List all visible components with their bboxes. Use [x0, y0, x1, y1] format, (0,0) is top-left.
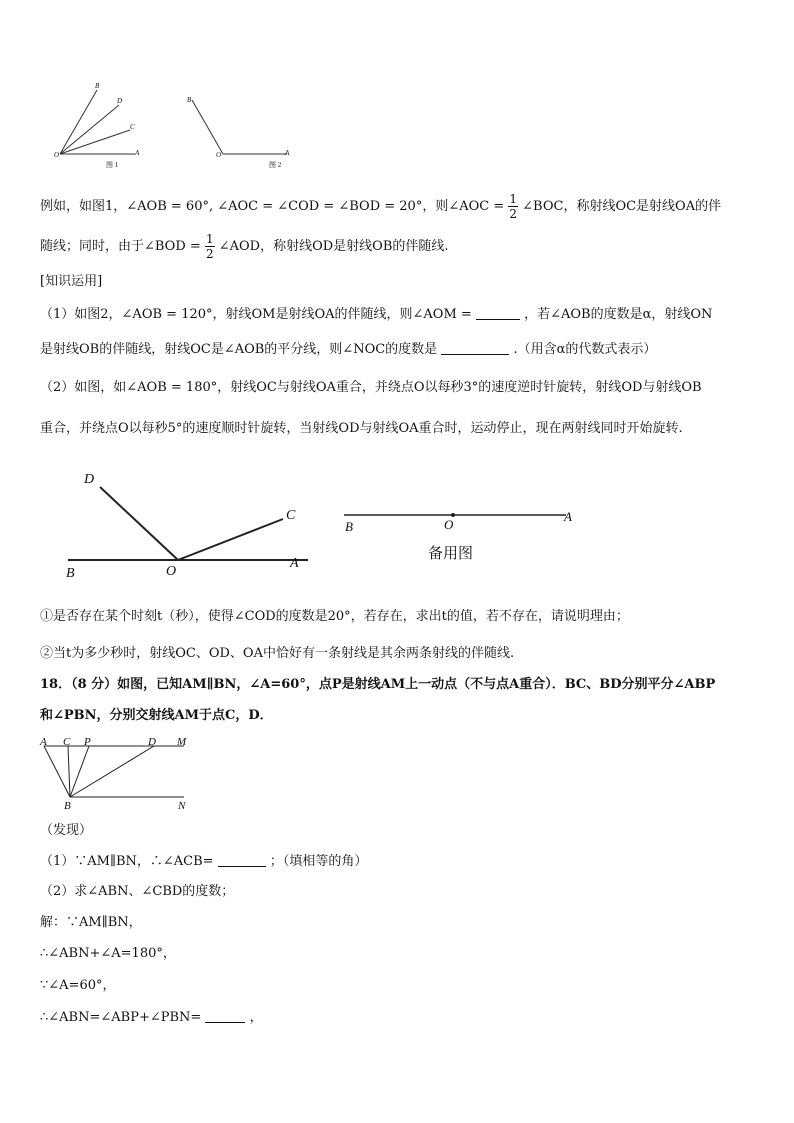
fig2-label-a: A	[285, 149, 290, 157]
fig3-label-c: C	[286, 508, 296, 523]
solution-text-3b: ，	[249, 1010, 263, 1025]
fig3-label-a: A	[290, 556, 299, 571]
q1-line-1	[40, 306, 712, 324]
fraction-denominator: 2	[509, 207, 518, 221]
figure-1	[60, 90, 135, 154]
fraction-numerator: 1	[509, 192, 518, 206]
example-text-1a: 例如，如图1，∠AOB = 60°, ∠AOC = ∠COD = ∠BOD = 20°，则∠AOC =	[40, 199, 505, 214]
answer-blank-aom[interactable]	[476, 307, 520, 320]
q2-sub-1: ①是否存在某个时刻t（秒），使得∠COD的度数是20°，若存在，求出t的值，若不存在，请说明理由；	[40, 609, 629, 624]
figure-3-and-spare	[40, 465, 600, 585]
fig3-label-o: O	[166, 564, 177, 579]
fraction-denominator-2: 2	[205, 247, 214, 261]
q1-text-1b: ，若∠AOB的度数是α，射线ON	[524, 307, 713, 322]
fig4-label-b: B	[345, 519, 353, 534]
fig5-label-n: N	[178, 800, 186, 812]
fig3-label-d: D	[84, 472, 95, 487]
solution-line-1: ∴∠ABN+∠A=180°，	[40, 946, 176, 961]
q18-line-1: 18．（8 分）如图，已知AM∥BN，∠A=60°，点P是射线AM上一动点（不与点A重合）．BC、BD分别平分∠ABP	[40, 677, 716, 692]
fig5-label-m: M	[177, 736, 187, 748]
fig1-label-d: D	[117, 97, 123, 105]
fig1-label-a: A	[135, 149, 140, 157]
figure-2	[192, 100, 287, 154]
q2-sub-2: ②当t为多少秒时，射线OC、OD、OA中恰好有一条射线是其余两条射线的伴随线.	[40, 646, 515, 661]
q2-line-1: （2）如图，如∠AOB = 180°，射线OC与射线OA重合，并绕点O以每秒3°的速度逆时针旋转，射线OD与射线OB	[40, 380, 702, 395]
fig3-label-b: B	[66, 566, 75, 581]
figure-5	[36, 735, 196, 815]
fig5-label-d: D	[148, 736, 156, 748]
q18-line-2: 和∠PBN，分别交射线AM于点C，D．	[40, 708, 273, 723]
fig2-label-o: O	[216, 151, 222, 159]
fig1-label-o: O	[54, 151, 60, 159]
fig1-caption: 图 1	[106, 161, 119, 169]
section-title: [知识运用]	[40, 274, 103, 289]
q1-text-2b: .（用含α的代数式表示）	[513, 342, 657, 357]
answer-blank-acb[interactable]	[218, 854, 266, 867]
example-text-1b: ∠BOC，称射线OC是射线OA的伴	[522, 199, 722, 214]
fig4-caption: 备用图	[428, 544, 474, 562]
figure-3	[68, 487, 308, 560]
solution-text-3a: ∴∠ABN=∠ABP+∠PBN=	[40, 1010, 202, 1025]
q1-line-2	[40, 341, 656, 359]
fig5-label-p: P	[84, 736, 91, 748]
q1-text-1a: （1）如图2，∠AOB = 120°，射线OM是射线OA的伴随线，则∠AOM =	[40, 307, 472, 322]
fig1-label-b: B	[95, 82, 100, 90]
fig5-label-a: A	[40, 736, 47, 748]
fig2-label-b: B	[187, 96, 192, 104]
fig2-caption: 图 2	[269, 161, 282, 169]
q1-text-2a: 是射线OB的伴随线，射线OC是∠AOB的平分线，则∠NOC的度数是	[40, 342, 438, 357]
fraction-one-half	[508, 192, 518, 221]
d1-text-a: （1）∵AM∥BN，∴∠ACB=	[40, 854, 214, 869]
figure-1-2	[40, 78, 310, 173]
d2-line: （2）求∠ABN、∠CBD的度数；	[40, 884, 235, 899]
d1-text-b: ；（填相等的角）	[269, 854, 368, 869]
example-line-2	[40, 232, 449, 261]
solution-line-3	[40, 1009, 263, 1027]
q2-line-2: 重合，并绕点O以每秒5°的速度顺时针旋转，当射线OD与射线OA重合时，运动停止，现在两射线同时开始旋转.	[40, 421, 683, 436]
answer-blank-noc[interactable]	[441, 342, 509, 355]
fig1-label-c: C	[130, 123, 135, 131]
discover-heading: （发现）	[40, 823, 93, 838]
example-line-1	[40, 192, 721, 221]
fraction-numerator-2: 1	[205, 232, 214, 246]
solution-line-2: ∵∠A=60°，	[40, 978, 116, 993]
answer-blank-abn[interactable]	[205, 1010, 245, 1023]
fig5-label-c: C	[63, 736, 71, 748]
fig4-label-o: O	[444, 517, 454, 532]
example-text-2a: 随线；同时，由于∠BOD =	[40, 239, 201, 254]
solution-line-0: 解：∵AM∥BN，	[40, 915, 142, 930]
fig4-label-a: A	[564, 509, 572, 524]
fig5-label-b: B	[64, 800, 71, 812]
example-text-2b: ∠AOD，称射线OD是射线OB的伴随线.	[218, 239, 449, 254]
fraction-one-half-2	[205, 232, 215, 261]
d1-line	[40, 853, 367, 871]
